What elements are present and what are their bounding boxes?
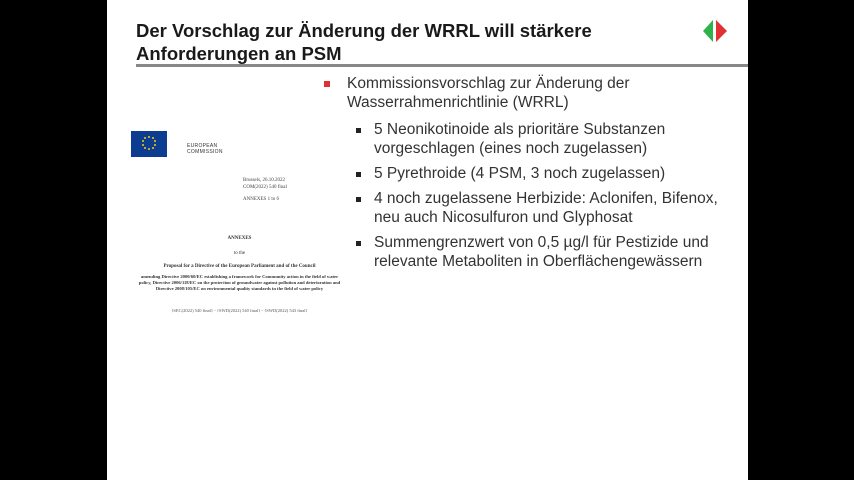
sub-bullet-text: 4 noch zugelassene Herbizide: Aclonifen, Bifenox, neu auch Nicosulfuron und Glyphosat [374, 190, 718, 226]
main-bullet-text: Kommissionsvorschlag zur Änderung der Wasserrahmenrichtlinie (WRRL) [347, 75, 630, 111]
bullet-list [322, 74, 742, 271]
document-heading: ANNEXES [227, 236, 252, 241]
logo-icon [701, 18, 729, 44]
eu-flag-icon [127, 129, 171, 159]
square-bullet-icon [356, 241, 361, 246]
document-date-reference: Brussels, 26.10.2022 COM(2022) 540 final [243, 178, 287, 190]
sub-bullet-text: Summengrenzwert von 0,5 µg/l für Pestizide und relevante Metaboliten in Oberflächengewässern [374, 234, 709, 270]
square-bullet-icon [356, 128, 361, 133]
presentation-slide [107, 0, 748, 480]
sub-bullet-text: 5 Neonikotinoide als prioritäre Substanzen vorgeschlagen (eines noch zugelassen) [374, 121, 666, 157]
square-bullet-icon [356, 197, 361, 202]
main-bullet [322, 74, 742, 112]
sub-bullet-text: 5 Pyrethroide (4 PSM, 3 noch zugelassen) [374, 165, 666, 182]
document-references: {SEC(2022) 540 final} - {SWD(2022) 540 final} - {SWD(2022) 543 final} [171, 308, 308, 313]
document-thumbnail [127, 124, 352, 324]
logo-left-shape [703, 20, 713, 42]
red-square-bullet-icon [324, 81, 330, 87]
sub-bullet [322, 189, 742, 227]
sub-bullet [322, 233, 742, 271]
document-to-the: to the [233, 251, 246, 256]
sub-bullet [322, 120, 742, 158]
sub-bullet [322, 164, 742, 183]
slide-title: Der Vorschlag zur Änderung der WRRL will stärkere Anforderungen an PSM [136, 20, 592, 64]
logo-right-shape [716, 20, 727, 42]
title-divider [136, 64, 748, 67]
square-bullet-icon [356, 172, 361, 177]
document-annexes-range: ANNEXES 1 to 6 [243, 197, 279, 202]
document-proposal-title: Proposal for a Directive of the European Parliament and of the Council [163, 264, 316, 269]
organization-name: EUROPEAN COMMISSION [187, 143, 223, 155]
document-amending-text: amending Directive 2000/60/EC establishing a framework for Community action in the field of water policy, Directive 2006/118/EC on the protection of groundwater against pollution and deterioration and Directive 2008/105/EC on environmental quality standards in the field of water policy [138, 274, 341, 292]
